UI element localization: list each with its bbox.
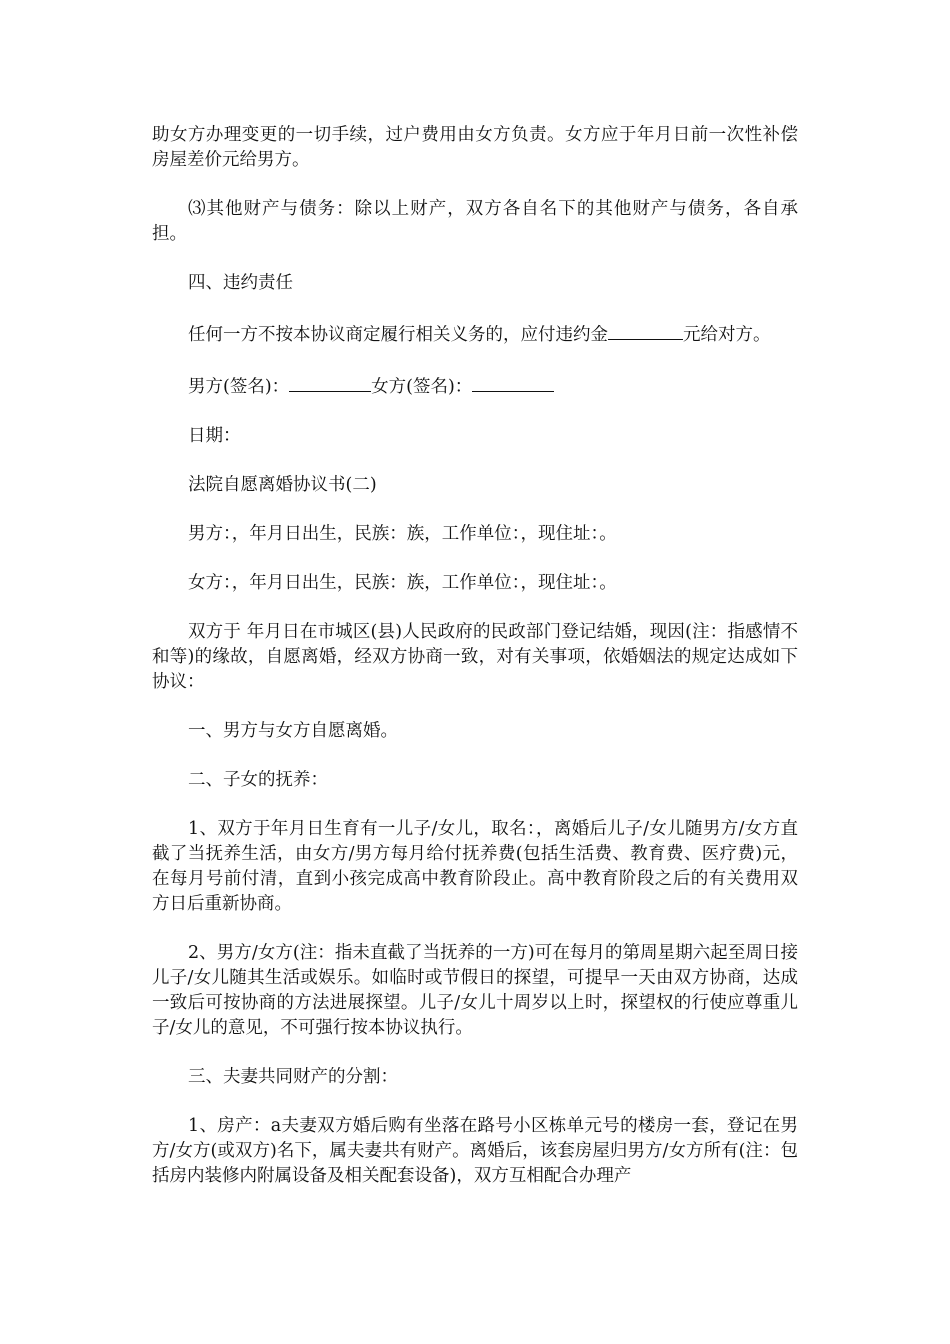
male-party-info: 男方：，年月日出生，民族：族，工作单位：，现住址：。 xyxy=(188,524,617,544)
document-title-2: 法院自愿离婚协议书(二) xyxy=(188,475,377,495)
section-property-division: 三、夫妻共同财产的分割： xyxy=(188,1067,398,1087)
item-child-support: 1、双方于年月日生育有一儿子/女儿，取名：，离婚后儿子/女儿随男方/女方直截了当抚养生活，由女方/男方每月给付抚养费(包括生活费、教育费、医疗费)元，在每月号前付清，直到小孩完成高中教育阶段止。高中教育阶段之后的有关费用双方日后重新协商。 xyxy=(152,819,798,914)
male-signature-label: 男方(签名)： xyxy=(188,377,290,397)
date-line: 日期： xyxy=(188,426,241,446)
paragraph-introduction: 双方于 年月日在市城区(县)人民政府的民政部门登记结婚，现因(注：指感情不和等)的缘故，自愿离婚，经双方协商一致，对有关事项，依婚姻法的规定达成如下协议： xyxy=(152,622,798,692)
paragraph-other-property: ⑶其他财产与债务：除以上财产，双方各自名下的其他财产与债务，各自承担。 xyxy=(152,199,798,244)
penalty-text-before: 任何一方不按本协议商定履行相关义务的，应付违约金 xyxy=(188,325,608,345)
item-real-estate: 1、房产：a夫妻双方婚后购有坐落在路号小区栋单元号的楼房一套，登记在男方/女方(或双方)名下，属夫妻共有财产。离婚后，该套房屋归男方/女方所有(注：包括房内装修内附属设备及相关配套设备)，双方互相配合办理产 xyxy=(152,1116,798,1186)
document-body xyxy=(152,123,798,1213)
female-signature-label: 女方(签名)： xyxy=(371,377,473,397)
section-divorce: 一、男方与女方自愿离婚。 xyxy=(188,721,398,741)
paragraph-property-transfer: 助女方办理变更的一切手续，过户费用由女方负责。女方应于年月日前一次性补偿房屋差价元给男方。 xyxy=(152,125,798,170)
male-signature-blank xyxy=(289,372,371,392)
heading-breach-liability: 四、违约责任 xyxy=(188,273,293,293)
penalty-amount-blank xyxy=(608,320,683,340)
female-party-info: 女方：，年月日出生，民族：族，工作单位：，现住址：。 xyxy=(188,573,617,593)
item-visitation: 2、男方/女方(注：指未直截了当抚养的一方)可在每月的第周星期六起至周日接儿子/女儿随其生活或娱乐。如临时或节假日的探望，可提早一天由双方协商，达成一致后可按协商的方法进展探望。儿子/女儿十周岁以上时，探望权的行使应尊重儿子/女儿的意见，不可强行按本协议执行。 xyxy=(152,943,798,1038)
section-child-custody: 二、子女的抚养： xyxy=(188,770,328,790)
signature-line xyxy=(152,372,798,400)
penalty-text-after: 元给对方。 xyxy=(683,325,771,345)
female-signature-blank xyxy=(472,372,554,392)
paragraph-penalty xyxy=(152,320,798,348)
